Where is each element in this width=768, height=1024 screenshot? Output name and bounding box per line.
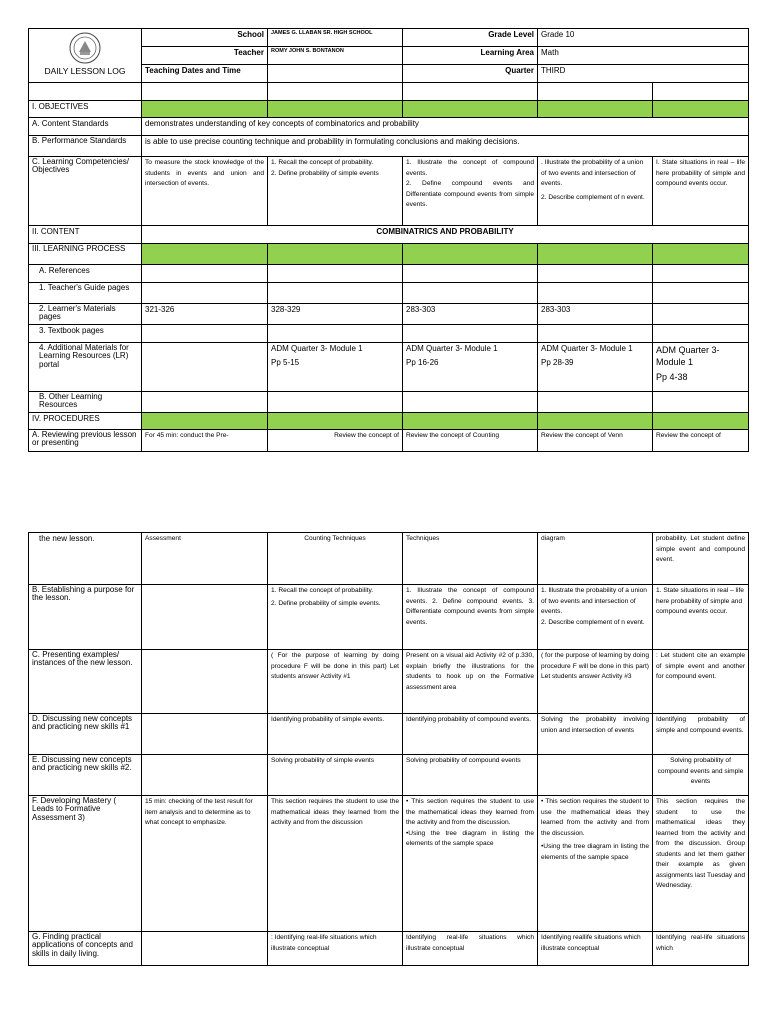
discussing2-day3: Solving probability of compound events [403, 755, 538, 796]
additional-day5-pages: Pp 4-38 [656, 372, 688, 383]
procedures-heading: IV. PROCEDURES [29, 413, 142, 430]
discussing2-day2: Solving probability of simple events [268, 755, 403, 796]
content-heading: II. CONTENT [29, 226, 142, 244]
competencies-label: C. Learning Competencies/ Objectives [29, 157, 142, 226]
establishing-day4-item1: 1. Illustrate the probability of a union of two events and intersection of events. [541, 587, 647, 616]
green-cell [268, 413, 403, 430]
additional-day3-module: ADM Quarter 3- Module 1 [406, 344, 498, 353]
mastery-day3-item2: •Using the tree diagram in listing the elements of the sample space [406, 829, 534, 848]
textbook-label: 3. Textbook pages [29, 325, 142, 343]
blank-cell [142, 265, 268, 283]
green-cell [142, 101, 268, 118]
establishing-day4 [538, 585, 653, 650]
presenting-day2: ( For the purpose of learning by doing procedure F will be done in this part) Let students answer Activity #1 [268, 650, 403, 714]
blank-cell [403, 325, 538, 343]
establishing-purpose-label: B. Establishing a purpose for the lesson. [29, 585, 142, 650]
mastery-day2: This section requires the student to use the mathematical ideas they learned from the activity and from the discussion [268, 796, 403, 932]
blank-cell [142, 283, 268, 304]
establishing-day2 [268, 585, 403, 650]
lesson-log-table-page2 [28, 532, 749, 966]
header-logo-cell [29, 29, 142, 83]
discussing2-day5: Solving probability of compound events and simple events [653, 755, 749, 796]
blank-cell [653, 392, 749, 413]
competencies-day1: To measure the stock knowledge of the students in events and union and intersection of events. [142, 157, 268, 226]
reviewing-label: A. Reviewing previous lesson or presenting [29, 430, 142, 452]
content-standards-text: demonstrates understanding of key concepts of combinatorics and probability [142, 118, 749, 136]
competencies-day4 [538, 157, 653, 226]
green-cell [538, 244, 653, 265]
additional-day4-pages: Pp 28-39 [541, 358, 574, 367]
additional-day2-module: ADM Quarter 3- Module 1 [271, 344, 363, 353]
deped-seal-logo [69, 32, 101, 64]
learners-materials-day2: 328-329 [268, 304, 403, 325]
establishing-day3: 1. Illustrate the concept of compound events. 2. Define compound events. 3. Differentiate compound events from simple events. [403, 585, 538, 650]
green-cell [538, 413, 653, 430]
blank-cell [268, 283, 403, 304]
green-cell [403, 413, 538, 430]
additional-day5-module: ADM Quarter 3- Module 1 [656, 345, 720, 368]
objectives-heading: I. OBJECTIVES [29, 101, 142, 118]
grade-level-value: Grade 10 [538, 29, 749, 47]
discussing1-day5: Identifying probability of simple and compound events. [653, 714, 749, 755]
green-cell [403, 101, 538, 118]
competencies-day5: I. State situations in real – life here probability of simple and compound events occur. [653, 157, 749, 226]
blank-cell [538, 283, 653, 304]
mastery-day3 [403, 796, 538, 932]
blank-cell [538, 392, 653, 413]
teachers-guide-label: 1. Teacher's Guide pages [29, 283, 142, 304]
practical-day4: Identifying reallife situations which illustrate conceptual [538, 932, 653, 966]
competencies-day3 [403, 157, 538, 226]
practical-day2: : Identifying real-life situations which illustrate conceptual [268, 932, 403, 966]
blank-cell [268, 392, 403, 413]
teacher-label: Teacher [142, 47, 268, 65]
performance-standards-text: is able to use precise counting technique and probability in formulating conclusions and making decisions. [142, 136, 749, 157]
learning-process-heading: III. LEARNING PROCESS [29, 244, 142, 265]
blank-cell [142, 325, 268, 343]
blank-cell [653, 325, 749, 343]
green-cell [653, 413, 749, 430]
other-resources-label: B. Other Learning Resources [29, 392, 142, 413]
developing-mastery-label: F. Developing Mastery ( Leads to Formative Assessment 3) [29, 796, 142, 932]
presenting-examples-label: C. Presenting examples/ instances of the new lesson. [29, 650, 142, 714]
practical-applications-label: G. Finding practical applications of concepts and skills in daily living. [29, 932, 142, 966]
teacher-value: ROMY JOHN S. BONTANON [268, 47, 403, 65]
discussing-skills2-label: E. Discussing new concepts and practicing new skills #2. [29, 755, 142, 796]
lesson-log-table-page1 [28, 28, 749, 452]
school-value: JAMES G. LLABAN SR. HIGH SCHOOL [268, 29, 403, 47]
blank-cell [142, 932, 268, 966]
quarter-value: THIRD [538, 65, 749, 83]
reviewing-day5: Review the concept of [653, 430, 749, 452]
blank-cell [142, 343, 268, 392]
blank-cell [142, 650, 268, 714]
learners-materials-label: 2. Learner's Materials pages [29, 304, 142, 325]
quarter-label: Quarter [403, 65, 538, 83]
blank-cell [653, 304, 749, 325]
green-cell [653, 101, 749, 118]
blank-cell [268, 83, 403, 101]
grade-level-label: Grade Level [403, 29, 538, 47]
green-cell [538, 101, 653, 118]
references-label: A. References [29, 265, 142, 283]
blank-cell [142, 755, 268, 796]
blank-cell [403, 83, 538, 101]
blank-cell [29, 83, 142, 101]
blank-cell [538, 755, 653, 796]
learners-materials-day3: 283-303 [403, 304, 538, 325]
teaching-dates-value [268, 65, 403, 83]
green-cell [142, 413, 268, 430]
reviewing-day1: For 45 min: conduct the Pre- [142, 430, 268, 452]
competencies-day4-item1: . Illustrate the probability of a union of two events and intersection of events. [541, 159, 644, 188]
practical-day3: Identifying real-life situations which illustrate conceptual [403, 932, 538, 966]
mastery-day1: 15 min: checking of the test result for item analysis and to determine as to what concept to emphasize. [142, 796, 268, 932]
presenting-day4: ( for the purpose of learning by doing procedure F will be done in this part) Let students answer Activity #3 [538, 650, 653, 714]
additional-day5 [653, 343, 749, 392]
performance-standards-label: B. Performance Standards [29, 136, 142, 157]
discussing-skills1-label: D. Discussing new concepts and practicing new skills #1 [29, 714, 142, 755]
reviewing-cont-day1: Assessment [142, 533, 268, 585]
additional-materials-label: 4. Additional Materials for Learning Resources (LR) portal [29, 343, 142, 392]
content-title: COMBINATRICS AND PROBABILITY [142, 226, 749, 244]
learning-area-value: Math [538, 47, 749, 65]
green-cell [653, 244, 749, 265]
establishing-day5: 1. State situations in real – life here probability of simple and compound events occur. [653, 585, 749, 650]
reviewing-day2: Review the concept of [268, 430, 403, 452]
blank-cell [403, 283, 538, 304]
green-cell [403, 244, 538, 265]
learners-materials-day1: 321-326 [142, 304, 268, 325]
reviewing-day4: Review the concept of Venn [538, 430, 653, 452]
additional-day2-pages: Pp 5-15 [271, 358, 300, 367]
reviewing-cont-day2: Counting Techniques [268, 533, 403, 585]
content-standards-label: A. Content Standards [29, 118, 142, 136]
additional-day2 [268, 343, 403, 392]
learning-area-label: Learning Area [403, 47, 538, 65]
practical-day5: Identifying real-life situations which [653, 932, 749, 966]
reviewing-cont-label: the new lesson. [29, 533, 142, 585]
establishing-day2-item2: 2. Define probability of simple events. [271, 599, 381, 607]
blank-cell [653, 83, 749, 101]
green-cell [142, 244, 268, 265]
blank-cell [538, 83, 653, 101]
additional-day4-module: ADM Quarter 3- Module 1 [541, 344, 633, 353]
establishing-day4-item2: 2. Describe complement of n event. [541, 618, 645, 626]
green-cell [268, 244, 403, 265]
discussing1-day4: Solving the probability involving union and intersection of events [538, 714, 653, 755]
competencies-day2 [268, 157, 403, 226]
competencies-day2-item2: 2. Define probability of simple events [271, 169, 379, 177]
blank-cell [403, 392, 538, 413]
learners-materials-day4: 283-303 [538, 304, 653, 325]
presenting-day5: : Let student cite an example of simple event and another for compound event. [653, 650, 749, 714]
blank-cell [142, 83, 268, 101]
competencies-day2-item1: 1. Recall the concept of probability. [271, 159, 374, 166]
mastery-day4-item2: •Using the tree diagram in listing the elements of the sample space [541, 843, 649, 861]
discussing1-day3: Identifying probability of compound events. [403, 714, 538, 755]
blank-cell [653, 265, 749, 283]
additional-day3 [403, 343, 538, 392]
blank-cell [142, 714, 268, 755]
blank-cell [653, 283, 749, 304]
presenting-day3: Present on a visual aid Activity #2 of p.330, explain briefly the illustrations for the students to hook up on the Formative assessment area [403, 650, 538, 714]
reviewing-cont-day3: Techniques [403, 533, 538, 585]
competencies-day4-item2: 2. Describe complement of n event. [541, 193, 645, 201]
reviewing-cont-day4: diagram [538, 533, 653, 585]
school-label: School [142, 29, 268, 47]
blank-cell [142, 392, 268, 413]
blank-cell [538, 325, 653, 343]
blank-cell [403, 265, 538, 283]
green-cell [268, 101, 403, 118]
mastery-day3-item1: • This section requires the student to use the mathematical ideas they learned from the activity and from the discussion. [406, 798, 534, 827]
additional-day4 [538, 343, 653, 392]
blank-cell [268, 265, 403, 283]
establishing-day2-item1: 1. Recall the concept of probability. [271, 587, 374, 594]
additional-day3-pages: Pp 16-26 [406, 358, 439, 367]
mastery-day4-item1: • This section requires the student to use the mathematical ideas they learned from the activity and from the discussion. [541, 798, 649, 837]
teaching-dates-label: Teaching Dates and Time [142, 65, 268, 83]
blank-cell [268, 325, 403, 343]
blank-cell [538, 265, 653, 283]
reviewing-cont-day5: probability. Let student define simple event and compound event. [653, 533, 749, 585]
discussing1-day2: Identifying probability of simple events. [268, 714, 403, 755]
blank-cell [142, 585, 268, 650]
reviewing-day3: Review the concept of Counting [403, 430, 538, 452]
mastery-day5: This section requires the student to use the mathematical ideas they learned from the activity and from the discussion. Group students and let them gather their example as given assignments last Tuesday and Wednesday. [653, 796, 749, 932]
dll-title: DAILY LESSON LOG [44, 66, 126, 76]
competencies-day3-item1: 1. Illustrate the concept of compound events. [406, 159, 534, 177]
mastery-day4 [538, 796, 653, 932]
competencies-day3-item2: 2. Define compound events and Differentiate compound events from simple events. [406, 180, 534, 209]
